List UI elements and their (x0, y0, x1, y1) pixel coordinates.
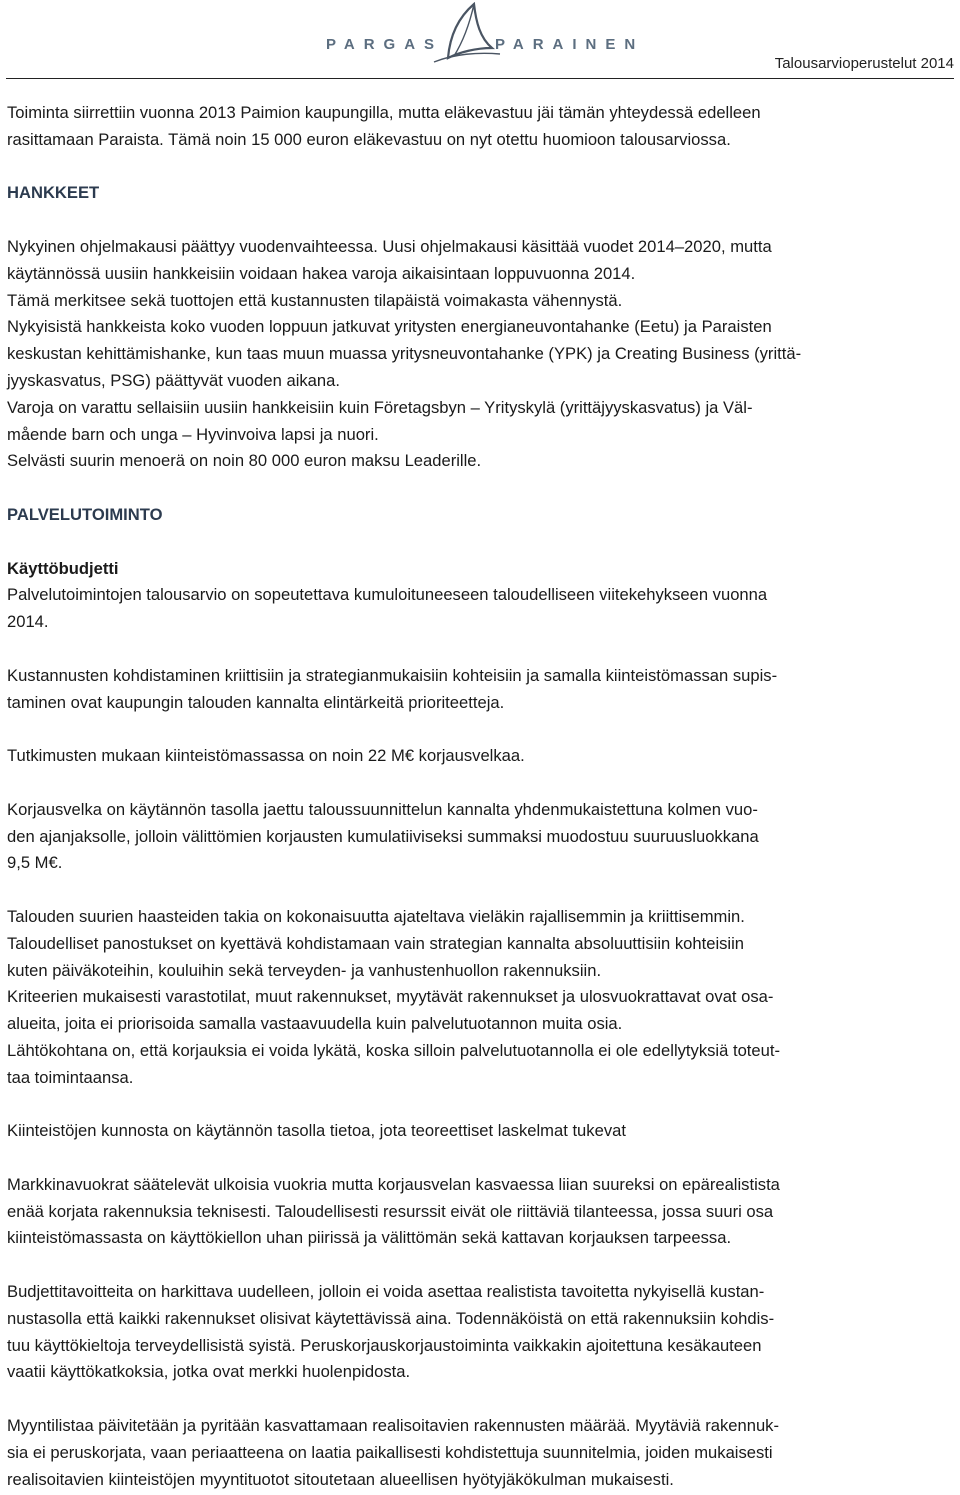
text-line: taa toimintaansa. (7, 1067, 134, 1087)
text-line: mående barn och unga – Hyvinvoiva lapsi ja nuori. (7, 424, 379, 444)
document-body (7, 100, 953, 1493)
text-line: Kriteerien mukaisesti varastotilat, muut rakennukset, myytävät rakennukset ja ulosvuokrattavat ovat osa- (7, 987, 774, 1007)
logo (326, 2, 645, 64)
text-line: Nykyinen ohjelmakausi päättyy vuodenvaihteessa. Uusi ohjelmakausi käsittää vuodet 2014–2020, mutta (7, 236, 772, 256)
text-line: vaatii käyttökatkoksia, jotka ovat merkki huolenpidosta. (7, 1362, 411, 1382)
text-line: tuu käyttökieltoja terveydellisistä syistä. Peruskorjauskorjaustoiminta vaikkakin ajoitettuna kesäkauteen (7, 1335, 762, 1355)
text-line: Toiminta siirrettiin vuonna 2013 Paimion kaupungilla, mutta eläkevastuu jäi tämän yhteydessä edelleen (7, 103, 761, 122)
document-title: Talousarvioperustelut 2014 (774, 55, 954, 72)
text-line: sia ei peruskorjata, vaan periaatteena on laatia paikallisesti kohdistettuja suunnitelmia, joiden mukaisesti (7, 1442, 773, 1462)
text-line: Tutkimusten mukaan kiinteistömassassa on noin 22 M€ korjausvelkaa. (7, 746, 525, 766)
text-line: Budjettitavoitteita on harkittava uudelleen, jolloin ei voida asettaa realistista tavoitetta nykyisellä kustan- (7, 1282, 765, 1302)
text-line: Myyntilistaa päivitetään ja pyritään kasvattamaan realisoitavien rakennusten määrää. Myytäviä rakennuk- (7, 1416, 779, 1436)
text-line: Talouden suurien haasteiden takia on kokonaisuutta ajateltava vieläkin rajallisemmin ja kriittisemmin. (7, 906, 745, 926)
text-line: Lähtökohtana on, että korjauksia ei voida lykätä, koska silloin palvelutuotannolla ei ole edellytyksiä toteut- (7, 1040, 781, 1060)
text-line: enää korjata rakennuksia teknisesti. Taloudellisesti resurssit eivät ole riittäviä tilanteessa, jossa suuri osa (7, 1201, 774, 1221)
text-line: kuten päiväkoteihin, kouluihin sekä terveyden- ja vanhustenhuollon rakennuksiin. (7, 960, 602, 980)
text-line: Selvästi suurin menoerä on noin 80 000 euron maksu Leaderille. (7, 451, 482, 471)
logo-text-pargas: PARGAS (326, 36, 444, 53)
text-line: taminen ovat kaupungin talouden kannalta elintärkeitä prioriteetteja. (7, 692, 505, 712)
text-line: Kustannusten kohdistaminen kriittisiin ja strategianmukaisiin kohteisiin ja samalla kiinteistömassan supis- (7, 665, 778, 685)
text-line: Taloudelliset panostukset on kyettävä kohdistamaan vain strategian kannalta absoluuttisiin kohteisiin (7, 933, 745, 953)
subheading-kayttobudjetti: Käyttöbudjetti (7, 558, 119, 578)
text-line: Varoja on varattu sellaisiin uusiin hankkeisiin kuin Företagsbyn – Yrityskylä (yrittäjyyskasvatus) ja Väl- (7, 397, 753, 417)
text-line: 2014. (7, 612, 49, 632)
sail-icon (430, 2, 502, 64)
text-line: Korjausvelka on käytännön tasolla jaettu taloussuunnittelun kannalta yhdenmukaistettuna kolmen vuo- (7, 799, 758, 819)
text-line: Kiinteistöjen kunnosta on käytännön tasolla tietoa, jota teoreettiset laskelmat tukevat (7, 1121, 626, 1141)
text-line: Tämä merkitsee sekä tuottojen että kustannusten tilapäistä voimakasta vähennystä. (7, 290, 623, 310)
text-line: rasittamaan Paraista. Tämä noin 15 000 euron eläkevastuu on nyt otettu huomioon talousarviossa. (7, 129, 731, 149)
text-line: keskustan kehittämishanke, kun taas muun muassa yritysneuvontahanke (YPK) ja Creating Business (yrittä- (7, 344, 802, 364)
text-line: Palvelutoimintojen talousarvio on sopeutettava kumuloituneeseen taloudelliseen viitekehykseen vuonna (7, 585, 768, 605)
text-line: Markkinavuokrat säätelevät ulkoisia vuokria mutta korjausvelan kasvaessa liian suureksi on epärealistista (7, 1174, 780, 1194)
text-line: den ajanjaksolle, jolloin välittömien korjausten kumulatiiviseksi summaksi muodostuu suuruusluokkana (7, 826, 759, 846)
text-line: realisoitavien kiinteistöjen myyntituotot sitoutetaan alueellisen hyötyjäkökulman mukaisesti. (7, 1469, 674, 1489)
text-line: Nykyisistä hankkeista koko vuoden loppuun jatkuvat yritysten energianeuvontahanke (Eetu) ja Paraisten (7, 317, 772, 337)
text-line: käytännössä uusiin hankkeisiin voidaan hakea varoja aikaisintaan loppuvuonna 2014. (7, 263, 636, 283)
text-line: alueita, joita ei priorisoida samalla vastaavuudella kuin palvelutuotannon muita osia. (7, 1014, 623, 1034)
section-heading-palvelutoiminto: PALVELUTOIMINTO (7, 504, 163, 524)
text-line: jyyskasvatus, PSG) päättyvät vuoden aikana. (7, 370, 340, 390)
logo-text-parainen: PARAINEN (495, 36, 645, 53)
page-header (0, 0, 960, 80)
text-line: 9,5 M€. (7, 853, 63, 873)
header-divider (6, 78, 954, 79)
text-line: nustasolla että kaikki rakennukset olisivat käytettävissä aina. Todennäköistä on että rakennuksiin kohdis- (7, 1308, 775, 1328)
text-line: kiinteistömassasta on käyttökiellon uhan piirissä ja välittömän sekä kattavan korjauksen tarpeessa. (7, 1228, 732, 1248)
section-heading-hankkeet: HANKKEET (7, 183, 100, 203)
